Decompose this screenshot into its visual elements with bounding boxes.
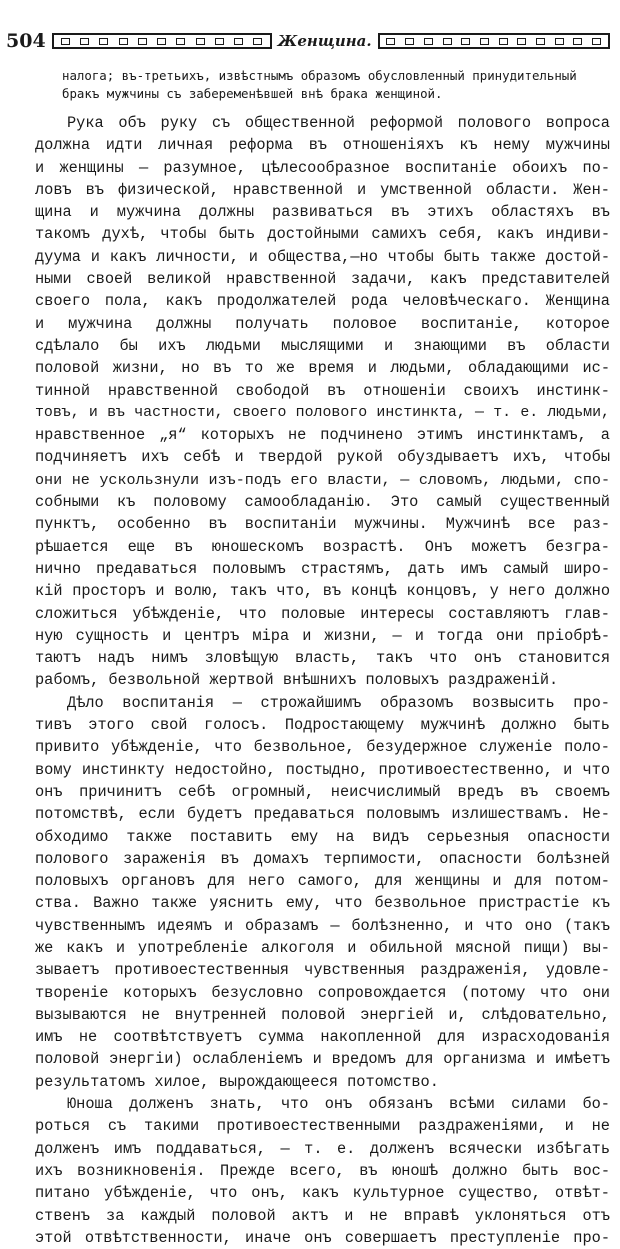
- body-line: пунктъ, особенно въ воспитаніи мужчины. Мужчинѣ все раз-: [35, 515, 610, 534]
- body-line: нично предаваться половымъ страстямъ, дать имъ самый широ-: [35, 559, 610, 578]
- body-line: тивъ этого свой голосъ. Подростающему мужчинѣ должно быть: [35, 716, 610, 735]
- body-line: питано убѣжденіе, что онъ, какъ культурное существо, отвѣт-: [35, 1184, 610, 1203]
- body-line: они не ускользнули изъ-подъ его власти, — словомъ, людьми, спо-: [35, 470, 610, 489]
- footnote-line: бракъ мужчины съ забеременѣвшей внѣ брака женщиной.: [62, 85, 443, 101]
- body-line: таютъ надъ нимъ зловѣщую власть, такъ что онъ становится: [35, 649, 610, 668]
- body-line: половой жизни, но въ то же время и людьми, обладающими ис-: [35, 359, 610, 378]
- body-line: сложиться убѣжденіе, что половые интересы составляютъ глав-: [35, 604, 610, 623]
- body-line: зываетъ противоестественныя чувственныя раздраженія, удовле-: [35, 961, 610, 980]
- body-line: полового зараженія въ домахъ терпимости, опасности болѣзней: [35, 849, 610, 868]
- body-line: ными своей великой нравственной задачи, какъ представителей: [35, 270, 610, 289]
- body-line: кій просторъ и волю, такъ что, въ концѣ концовъ, у него должно: [35, 582, 610, 601]
- body-line: ловъ въ физической, нравственной и умственной области. Жен-: [35, 180, 610, 199]
- body-line: должна идти личная реформа въ отношеніяхъ къ нему мужчины: [35, 136, 610, 155]
- body-line: вому инстинкту недостойно, постыдно, противоестественно, и что: [35, 760, 610, 779]
- body-line: ихъ возникновенія. Прежде всего, въ юношѣ должно быть вос-: [35, 1161, 610, 1180]
- body-line: своего пола, какъ продолжателей рода человѣческаго. Женщина: [35, 292, 610, 311]
- body-line: дуума и какъ личности, и общества,—но чтобы быть также достой-: [35, 247, 610, 266]
- body-line: этой отвѣтственности, иначе онъ совершаетъ преступленіе про-: [35, 1228, 610, 1247]
- body-line: твореніе которыхъ безусловно сопровождается (потому что они: [35, 983, 610, 1002]
- body-line: тинной нравственной свободой въ отношеніи своихъ инстинк-: [35, 381, 610, 400]
- footnote-line: налога; въ-третьихъ, извѣстнымъ образомъ обусловленный принудительный: [62, 68, 577, 83]
- body-line: чувственнымъ идеямъ и образамъ — болѣзненно, и что оно (такъ: [35, 916, 610, 935]
- body-line: товъ, и въ частности, своего полового инстинкта, — т. е. людьми,: [35, 404, 610, 421]
- running-title: Женщина.: [277, 31, 372, 50]
- body-line: сдѣлало бы ихъ людьми мыслящими и знающими въ области: [35, 336, 610, 355]
- body-line: имъ не соотвѣтствуетъ сумма накопленной для израсходованія: [35, 1028, 610, 1047]
- body-line: нравственное „я“ которыхъ не подчинено этимъ инстинктамъ, а: [35, 426, 610, 445]
- body-line: щина и мужчина должны развиваться въ этихъ областяхъ въ: [35, 203, 610, 222]
- body-line: и мужчина должны получать половое воспитаніе, которое: [35, 314, 610, 333]
- body-line: рабомъ, безвольной жертвой внѣшнихъ половыхъ раздраженій.: [35, 671, 559, 690]
- body-line: результатомъ хилое, вырождающееся потомство.: [35, 1072, 439, 1091]
- page-number: 504: [6, 29, 46, 52]
- body-line: Дѣло воспитанія — строжайшимъ образомъ возвысить про-: [67, 693, 610, 712]
- running-header: [6, 26, 610, 56]
- body-line: ственъ за каждый половой актъ и не вправѣ уклоняться отъ: [35, 1206, 610, 1225]
- body-line: Рука объ руку съ общественной реформой полового вопроса: [67, 114, 610, 132]
- body-line: вызываются не внутренней половой энергіей и, слѣдовательно,: [35, 1005, 610, 1024]
- body-line: ную сущность и центръ міра и жизни, — и тогда они пріобрѣ-: [35, 626, 610, 645]
- footnote-continuation: [62, 67, 608, 102]
- body-line: же какъ и употребленіе алкоголя и обильной мясной пищи) вы-: [35, 938, 610, 957]
- body-line: рѣшается еще въ юношескомъ возрастѣ. Онъ можетъ безгра-: [35, 537, 610, 556]
- header-ornament-left: [52, 33, 272, 49]
- body-line: роться съ такими противоестественными раздраженіями, и не: [35, 1117, 610, 1136]
- body-line: половыхъ органовъ для него самого, для женщины и для потом-: [35, 872, 610, 891]
- body-line: собными къ половому самообладанію. Это самый существенный: [35, 493, 610, 512]
- body-line: и женщины — разумное, цѣлесообразное воспитаніе обоихъ по-: [35, 158, 610, 177]
- body-line: онъ причинитъ себѣ огромный, неисчислимый вредъ въ своемъ: [35, 782, 610, 801]
- body-line: потомствѣ, если будетъ предаваться половымъ излишествамъ. Не-: [35, 805, 610, 824]
- body-line: половой энергіи) ослабленіемъ и вредомъ для организма и имѣетъ: [35, 1050, 610, 1069]
- body-line: такомъ духѣ, чтобы быть достойными самихъ себя, какъ индиви-: [35, 225, 610, 244]
- body-line: привито убѣжденіе, что безвольное, безудержное служеніе поло-: [35, 738, 610, 757]
- body-text: [35, 112, 610, 1249]
- body-line: ства. Важно также уяснить ему, что безвольное пристрастіе къ: [35, 894, 610, 913]
- body-line: Юноша долженъ знать, что онъ обязанъ всѣми силами бо-: [67, 1095, 610, 1114]
- header-ornament-right: [378, 33, 610, 49]
- body-line: долженъ имъ поддаваться, — т. е. долженъ всячески избѣгать: [35, 1139, 610, 1158]
- body-line: подчиняетъ ихъ себѣ и твердой рукой обуздываетъ ихъ, чтобы: [35, 448, 610, 467]
- body-line: обходимо также поставить ему на видъ серьезныя опасности: [35, 827, 610, 846]
